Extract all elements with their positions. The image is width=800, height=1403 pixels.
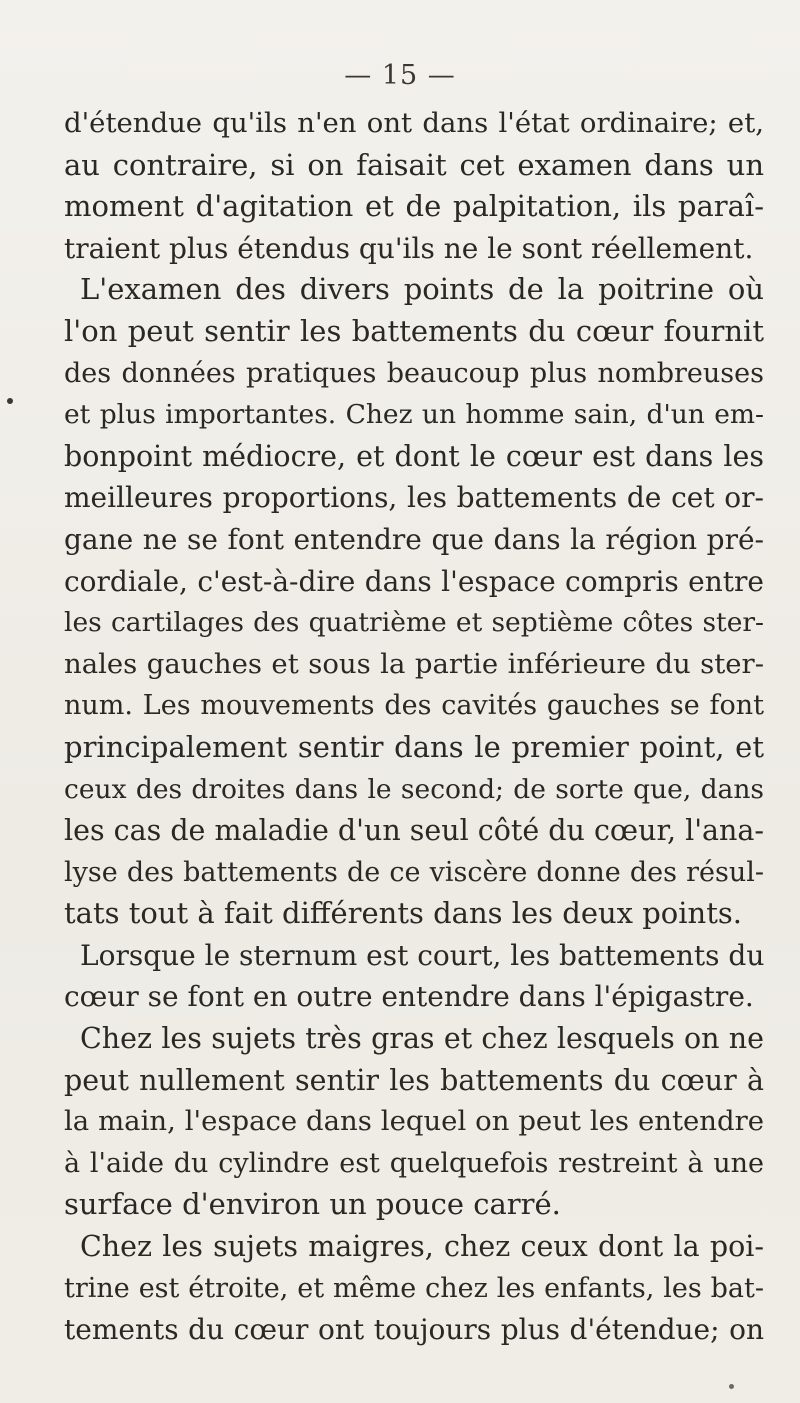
- text-line: traient plus étendus qu'ils ne le sont réellement.: [64, 231, 754, 265]
- text-line: bonpoint médiocre, et dont le cœur est dans les: [64, 439, 764, 473]
- text-line: les cas de maladie d'un seul côté du cœur, l'ana-: [64, 814, 764, 848]
- paper-speck: [729, 1384, 734, 1389]
- text-line: meilleures proportions, les battements de cet or-: [64, 481, 764, 515]
- text-line: principalement sentir dans le premier point, et: [64, 729, 764, 764]
- text-line: num. Les mouvements des cavités gauches se font: [64, 690, 764, 722]
- text-line: Chez les sujets très gras et chez lesquels on ne: [80, 1022, 764, 1056]
- text-line: la main, l'espace dans lequel on peut les entendre: [64, 1105, 764, 1138]
- text-line: trine est étroite, et même chez les enfants, les bat-: [64, 1272, 764, 1304]
- text-line: nales gauches et sous la partie inférieure du ster-: [64, 647, 764, 680]
- text-line: surface d'environ un pouce carré.: [64, 1187, 561, 1222]
- text-line: tats tout à fait différents dans les deux points.: [64, 896, 742, 931]
- text-line: lyse des battements de ce viscère donne des résul-: [64, 856, 764, 888]
- margin-mark: [7, 398, 13, 404]
- text-line: et plus importantes. Chez un homme sain, d'un em-: [64, 399, 764, 431]
- text-line: l'on peut sentir les battements du cœur fournit: [64, 313, 764, 348]
- text-line: L'examen des divers points de la poitrine où: [80, 272, 764, 307]
- text-line: moment d'agitation et de palpitation, ils paraî-: [64, 189, 764, 224]
- text-line: gane ne se font entendre que dans la région pré-: [64, 522, 764, 556]
- text-line: les cartilages des quatrième et septième côtes ster-: [64, 607, 764, 639]
- body-text: [64, 103, 764, 1351]
- text-line: des données pratiques beaucoup plus nombreuses: [64, 357, 764, 389]
- text-line: au contraire, si on faisait cet examen dans un: [64, 147, 764, 182]
- text-line: Lorsque le sternum est court, les battements du: [80, 938, 765, 972]
- text-line: ceux des droites dans le second; de sorte que, dans: [64, 773, 764, 805]
- text-line: peut nullement sentir les battements du cœur à: [64, 1063, 764, 1097]
- text-line: tements du cœur ont toujours plus d'étendue; on: [64, 1313, 764, 1347]
- text-line: d'étendue qu'ils n'en ont dans l'état ordinaire; et,: [64, 107, 764, 139]
- text-line: cordiale, c'est-à-dire dans l'espace compris entre: [64, 564, 764, 598]
- page-number: — 15 —: [344, 60, 456, 91]
- text-line: à l'aide du cylindre est quelquefois restreint à une: [64, 1147, 764, 1179]
- text-line: Chez les sujets maigres, chez ceux dont la poi-: [80, 1230, 764, 1264]
- text-line: cœur se font en outre entendre dans l'épigastre.: [64, 980, 754, 1014]
